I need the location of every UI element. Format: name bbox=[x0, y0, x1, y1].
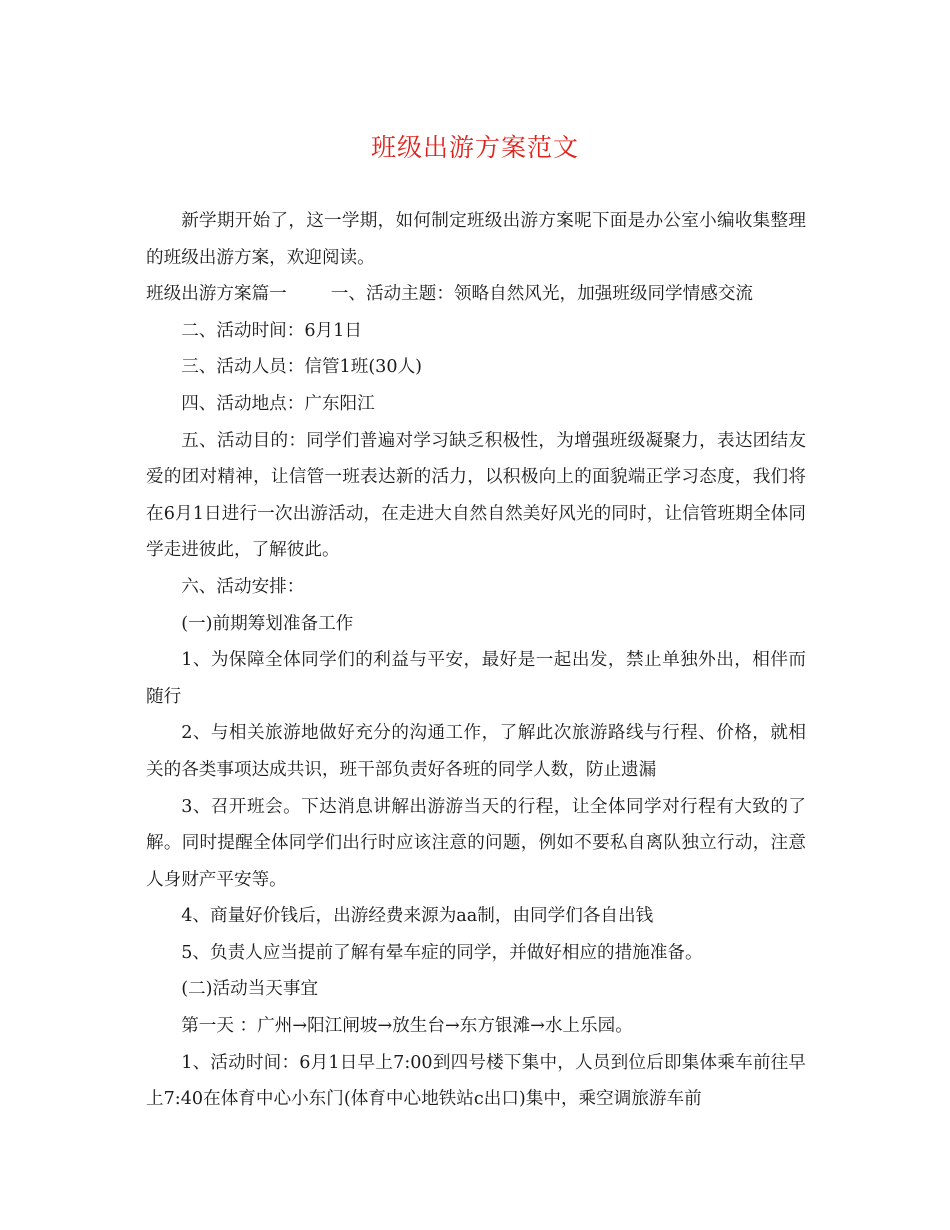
intro-paragraph: 新学期开始了，这一学期，如何制定班级出游方案呢下面是办公室小编收集整理的班级出游方案，欢迎阅读。 bbox=[146, 211, 806, 268]
section-label: 班级出游方案篇一 bbox=[146, 284, 287, 305]
activity-people: 三、活动人员：信管1班(30人) bbox=[181, 357, 423, 378]
prep-heading: (一)前期筹划准备工作 bbox=[181, 613, 354, 634]
document-body bbox=[146, 203, 806, 1118]
activity-purpose: 五、活动目的：同学们普遍对学习缺乏积极性，为增强班级凝聚力，表达团结友爱的团对精神，让信管一班表达新的活力，以积极向上的面貌端正学习态度，我们将在6月1日进行一次出游活动，在走进大自然自然美好风光的同时，让信管班期全体同学走进彼此，了解彼此。 bbox=[146, 430, 806, 561]
prep-item-3: 3、召开班会。下达消息讲解出游游当天的行程，让全体同学对行程有大致的了解。同时提醒全体同学们出行时应该注意的问题，例如不要私自离队独立行动，注意人身财产平安等。 bbox=[146, 796, 806, 890]
activity-arrangement: 六、活动安排： bbox=[181, 576, 305, 597]
prep-item-2: 2、与相关旅游地做好充分的沟通工作，了解此次旅游路线与行程、价格，就相关的各类事项达成共识，班干部负责好各班的同学人数，防止遗漏 bbox=[146, 723, 806, 780]
day-heading: (二)活动当天事宜 bbox=[181, 979, 319, 1000]
prep-item-4: 4、商量好价钱后，出游经费来源为aa制，由同学们各自出钱 bbox=[181, 906, 654, 927]
prep-item-1: 1、为保障全体同学们的利益与平安，最好是一起出发，禁止单独外出，相伴而随行 bbox=[146, 650, 806, 707]
activity-time: 二、活动时间：6月1日 bbox=[181, 320, 362, 341]
prep-item-5: 5、负责人应当提前了解有晕车症的同学，并做好相应的措施准备。 bbox=[181, 942, 703, 963]
theme-line bbox=[146, 276, 806, 313]
activity-theme: 一、活动主题：领略自然风光，加强班级同学情感交流 bbox=[330, 284, 754, 305]
activity-place: 四、活动地点：广东阳江 bbox=[181, 393, 375, 414]
day1-route: 第一天 ：广州→阳江闸坡→放生台→东方银滩→水上乐园。 bbox=[181, 1016, 633, 1037]
document-title: 班级出游方案范文 bbox=[370, 133, 579, 162]
day1-item-1: 1、活动时间：6月1日早上7:00到四号楼下集中，人员到位后即集体乘车前往早上7:40在体育中心小东门(体育中心地铁站c出口)集中，乘空调旅游车前 bbox=[146, 1052, 806, 1110]
